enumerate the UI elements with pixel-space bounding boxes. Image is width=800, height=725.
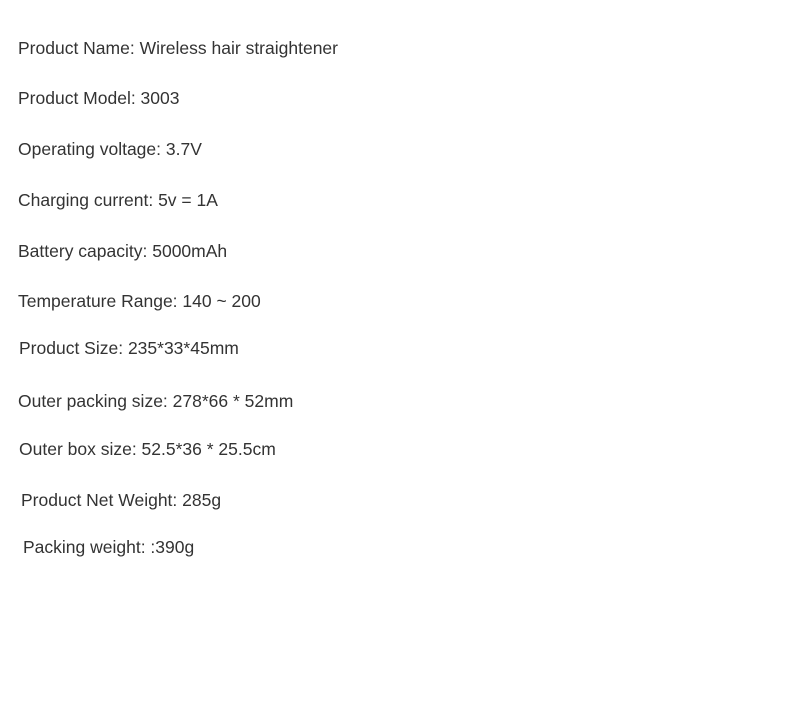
spec-line-temperature-range: Temperature Range: 140 ~ 200 — [18, 291, 261, 312]
spec-line-product-size: Product Size: 235*33*45mm — [19, 338, 239, 359]
spec-line-operating-voltage: Operating voltage: 3.7V — [18, 138, 202, 159]
spec-line-product-name: Product Name: Wireless hair straightener — [18, 38, 338, 58]
spec-line-packing-weight: Packing weight: :390g — [23, 536, 195, 557]
spec-line-product-net-weight: Product Net Weight: 285g — [21, 489, 222, 510]
spec-line-battery-capacity: Battery capacity: 5000mAh — [18, 240, 228, 261]
spec-line-product-model: Product Model: 3003 — [18, 87, 180, 108]
spec-line-outer-packing-size: Outer packing size: 278*66 * 52mm — [18, 391, 294, 412]
spec-line-charging-current: Charging current: 5v = 1A — [18, 189, 218, 210]
spec-line-outer-box-size: Outer box size: 52.5*36 * 25.5cm — [19, 439, 276, 459]
